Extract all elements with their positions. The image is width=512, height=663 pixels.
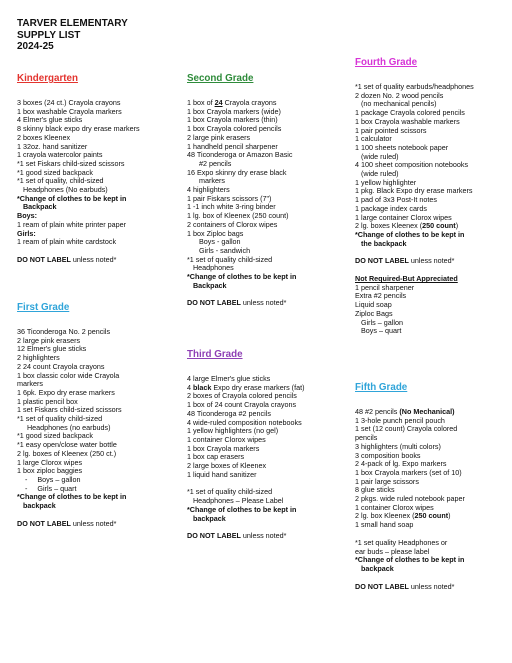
list-item: 1 crayola watercolor paints <box>17 150 103 160</box>
school-name: TARVER ELEMENTARY <box>17 18 128 29</box>
list-item: 2 24 count Crayola crayons <box>17 361 105 371</box>
school-year: 2024-25 <box>17 41 54 52</box>
list-item: 3 composition books <box>355 450 421 460</box>
first-grade-do-not-label: DO NOT LABEL unless noted* <box>17 518 117 528</box>
second-grade-change-note: *Change of clothes to be kept in <box>187 272 297 282</box>
list-item: Ziploc Bags <box>355 308 393 318</box>
fifth-grade-do-not-label: DO NOT LABEL unless noted* <box>355 581 455 591</box>
third-grade-do-not-label: DO NOT LABEL unless noted* <box>187 531 287 541</box>
list-item: markers <box>187 176 225 186</box>
list-item: 2 dozen No. 2 wood pencils <box>355 90 444 100</box>
list-item: 2 4-pack of lg. Expo markers <box>355 459 447 469</box>
list-item: *1 easy open/close water bottle <box>17 440 117 450</box>
list-item: 1 yellow highlighter <box>355 177 417 187</box>
third-grade-change-note: *Change of clothes to be kept in <box>187 504 297 514</box>
fourth-grade-kleenex: 2 lg. boxes Kleenex (250 count) <box>355 221 459 231</box>
list-item: markers <box>17 379 43 389</box>
list-item: - Boys – gallon <box>17 474 81 484</box>
list-item: 1 package index cards <box>355 203 427 213</box>
fifth-grade-change-note: *Change of clothes to be kept in <box>355 555 465 565</box>
fifth-grade-soap: 1 small hand soap <box>355 520 414 530</box>
list-item: 4 Elmer's glue sticks <box>17 115 83 125</box>
list-item: 1 large Clorox wipes <box>17 457 83 467</box>
list-item: 1 box Ziploc bags <box>187 228 244 238</box>
list-item: (wide ruled) <box>355 169 399 179</box>
list-item: 2 containers of Clorox wipes <box>187 219 278 229</box>
not-required-heading: Not Required-But Appreciated <box>355 274 458 284</box>
list-item: 1 handheld pencil sharpener <box>187 141 278 151</box>
first-grade-change-note-cont: backpack <box>17 501 56 511</box>
second-grade-section <box>187 73 352 308</box>
fifth-grade-heading: Fifth Grade <box>355 382 408 393</box>
list-item: 1 liquid hand sanitizer <box>187 469 257 479</box>
list-item: 1 pair Fiskars scissors (7") <box>187 193 272 203</box>
third-grade-headphones-cont: Headphones – Please Label <box>187 496 284 506</box>
list-item: 1 box Crayola washable markers <box>355 116 460 126</box>
fifth-grade-headphones: *1 set quality Headphones or <box>355 537 448 547</box>
third-grade-list-b <box>187 392 352 479</box>
fourth-grade-change-note: *Change of clothes to be kept in <box>355 229 465 239</box>
list-item: 1 box cap erasers <box>187 452 245 462</box>
list-item: 1 pad of 3x3 Post-It notes <box>355 195 437 205</box>
list-item: 1 100 sheets notebook paper <box>355 142 449 152</box>
document-title: SUPPLY LIST <box>17 29 81 41</box>
list-item: Extra #2 pencils <box>355 291 407 301</box>
list-item: *1 set of quality child-sized <box>17 414 103 424</box>
kindergarten-do-not-label: DO NOT LABEL unless noted* <box>17 254 117 264</box>
list-item: 48 Ticonderoga #2 pencils <box>187 408 271 418</box>
third-grade-change-note-cont: backpack <box>187 513 226 523</box>
list-item: 8 skinny black expo dry erase markers <box>17 124 140 134</box>
list-item: *1 good sized backpack <box>17 167 93 177</box>
second-grade-list <box>187 108 352 273</box>
second-grade-change-note-cont: Backpack <box>187 280 227 290</box>
list-item: 1 3-hole punch pencil pouch <box>355 415 445 425</box>
list-item: 1 pair pointed scissors <box>355 125 427 135</box>
list-item: 1 large container Clorox wipes <box>355 212 452 222</box>
kindergarten-heading: Kindergarten <box>17 73 78 84</box>
list-item: 4 large Elmer's glue sticks <box>187 374 271 383</box>
third-grade-headphones: *1 set of quality child-sized <box>187 487 273 497</box>
list-item: 2 large pink erasers <box>187 132 251 142</box>
list-item: 1 yellow highlighters (no gel) <box>187 426 279 436</box>
list-item: 2 lg. boxes of Kleenex (250 ct.) <box>17 448 117 458</box>
list-item: 2 large boxes of Kleenex <box>187 461 267 471</box>
list-item: 1 pencil sharpener <box>355 282 415 292</box>
list-item: 1 set Fiskars child-sized scissors <box>17 405 122 415</box>
list-item: 1 set (12 count) Crayola colored <box>355 424 458 434</box>
fourth-grade-do-not-label: DO NOT LABEL unless noted* <box>355 256 455 266</box>
fifth-grade-headphones-cont: ear buds – please label <box>355 546 430 556</box>
list-item: 2 highlighters <box>17 353 60 363</box>
list-item: 1 package Crayola colored pencils <box>355 108 465 118</box>
list-item: 2 pkgs. wide ruled notebook paper <box>355 494 465 504</box>
list-item: 1 pair large scissors <box>355 476 419 486</box>
list-item: 1 box Crayola markers <box>187 443 260 453</box>
list-item: 1 container Clorox wipes <box>355 502 434 512</box>
boys-label: Boys: <box>17 211 37 221</box>
list-item: 3 boxes (24 ct.) Crayola crayons <box>17 98 121 107</box>
list-item: *1 set of quality child-sized <box>187 254 273 264</box>
list-item: 1 box Crayola markers (set of 10) <box>355 467 462 477</box>
list-item: 16 Expo skinny dry erase black <box>187 167 287 177</box>
list-item: 3 highlighters (multi colors) <box>355 441 441 451</box>
list-item: *1 set of quality, child-sized <box>17 176 104 186</box>
list-item: 1 box Crayola markers (thin) <box>187 115 278 125</box>
list-item: Girls - sandwich <box>187 245 251 255</box>
first-grade-list <box>17 328 185 493</box>
list-item: 2 boxes Kleenex <box>17 132 71 142</box>
list-item: 2 large pink erasers <box>17 335 81 345</box>
list-item: 36 Ticonderoga No. 2 pencils <box>17 327 111 336</box>
second-grade-do-not-label: DO NOT LABEL unless noted* <box>187 298 287 308</box>
list-item: 1 pkg. Black Expo dry erase markers <box>355 186 473 196</box>
third-grade-black-markers: 4 black Expo dry erase markers (fat) <box>187 382 305 392</box>
list-item: 1 box Crayola colored pencils <box>187 124 282 134</box>
list-item: 48 Ticonderoga or Amazon Basic <box>187 150 293 160</box>
list-item: 4 wide-ruled composition notebooks <box>187 417 302 427</box>
list-item: Boys – quart <box>355 326 402 336</box>
list-item: Girls – gallon <box>355 317 403 327</box>
list-item: 1 32oz. hand sanitizer <box>17 141 88 151</box>
list-item: - Girls – quart <box>17 483 77 493</box>
fifth-grade-list <box>355 417 507 513</box>
third-grade-section <box>187 349 352 541</box>
list-item: 1 box ziploc baggies <box>17 466 83 476</box>
list-item: 1 box washable Crayola markers <box>17 106 122 116</box>
list-item: 4 highlighters <box>187 185 230 195</box>
second-grade-heading: Second Grade <box>187 73 254 84</box>
list-item: 2 boxes of Crayola colored pencils <box>187 391 297 401</box>
list-item: Headphones <box>187 263 234 273</box>
list-item: Liquid soap <box>355 300 392 310</box>
list-item: #2 pencils <box>187 158 232 168</box>
girls-item: 1 ream of plain white cardstock <box>17 237 117 247</box>
list-item: 1 container Clorox wipes <box>187 434 266 444</box>
list-item: 1 6pk. Expo dry erase markers <box>17 387 115 397</box>
fourth-grade-heading: Fourth Grade <box>355 57 418 68</box>
first-grade-heading: First Grade <box>17 302 70 313</box>
boys-item: 1 ream of plain white printer paper <box>17 219 127 229</box>
fourth-grade-change-note-cont: the backpack <box>355 238 407 248</box>
list-item: 1 box Crayola markers (wide) <box>187 106 281 116</box>
first-grade-change-note: *Change of clothes to be kept in <box>17 492 127 502</box>
fifth-grade-section <box>355 382 507 591</box>
list-item: 1 calculator <box>355 134 392 144</box>
list-item: (no mechanical pencils) <box>355 99 437 109</box>
fifth-grade-change-note-cont: backpack <box>355 563 394 573</box>
fourth-grade-list <box>355 83 507 222</box>
kindergarten-list <box>17 99 185 195</box>
list-item: 1 -1 inch white 3-ring binder <box>187 202 276 212</box>
list-item: (wide ruled) <box>355 151 399 161</box>
fourth-grade-section <box>355 57 507 336</box>
fifth-grade-kleenex: 2 lg. box Kleenex (250 count) <box>355 511 451 521</box>
list-item: 1 box of 24 count Crayola crayons <box>187 400 297 410</box>
list-item: Headphones (no earbuds) <box>17 422 111 432</box>
third-grade-heading: Third Grade <box>187 349 243 360</box>
list-item: Headphones (No earbuds) <box>17 185 108 195</box>
list-item: 4 100 sheet composition notebooks <box>355 160 469 170</box>
list-item: Boys - gallon <box>187 237 241 247</box>
list-item: *1 good sized backpack <box>17 431 93 441</box>
kindergarten-change-note-cont: Backpack <box>17 202 57 212</box>
list-item: *1 set of quality earbuds/headphones <box>355 82 474 91</box>
list-item: 1 box classic color wide Crayola <box>17 370 120 380</box>
list-item: 12 Elmer's glue sticks <box>17 344 87 354</box>
list-item: pencils <box>355 433 378 443</box>
list-item: 1 lg. box of Kleenex (250 count) <box>187 211 289 221</box>
school-header <box>17 18 217 53</box>
fifth-grade-pencils: 48 #2 pencils (No Mechanical) <box>355 407 455 416</box>
first-grade-section <box>17 302 185 528</box>
list-item: 8 glue sticks <box>355 485 395 495</box>
girls-label: Girls: <box>17 228 36 238</box>
list-item: *1 set Fiskars child-sized scissors <box>17 158 125 168</box>
second-grade-crayons: 1 box of 24 Crayola crayons <box>187 98 277 107</box>
kindergarten-change-note: *Change of clothes to be kept in <box>17 193 127 203</box>
not-required-list <box>355 284 507 336</box>
kindergarten-section <box>17 73 185 265</box>
list-item: 1 plastic pencil box <box>17 396 78 406</box>
